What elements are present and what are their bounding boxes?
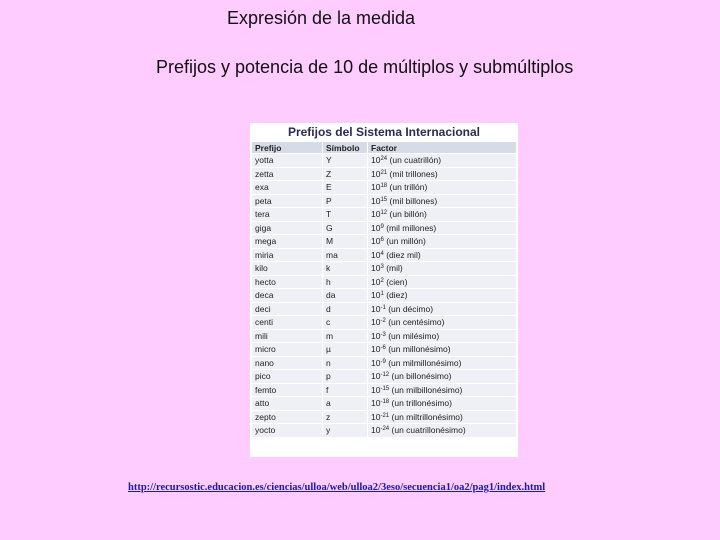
page-title-text: Expresión de la medida [226,8,416,28]
factor-base: 10 [371,317,381,328]
table-header-row [252,142,516,153]
cell-factor [368,370,516,383]
cell-factor [368,181,516,194]
cell-symbol: d [323,303,367,316]
cell-symbol: Z [323,168,367,181]
factor-exponent: -21 [380,412,390,419]
factor-base: 10 [371,371,381,382]
cell-symbol: E [323,181,367,194]
factor-description: (mil trillones) [389,168,438,179]
table-row [252,303,516,316]
cell-symbol: z [323,411,367,424]
cell-factor [368,154,516,167]
factor-base: 10 [371,384,381,395]
factor-description: (diez) [386,290,408,301]
factor-exponent: 24 [380,156,388,163]
source-link[interactable]: http://recursostic.educacion.es/ciencias/ulloa/web/ulloa2/3eso/secuencia1/oa2/pag1/index.html [128,482,546,493]
cell-prefix: miria [252,249,322,262]
cell-factor [368,397,516,410]
factor-exponent: -6 [380,345,386,352]
cell-symbol: a [323,397,367,410]
factor-base: 10 [371,168,381,179]
cell-prefix: zepto [252,411,322,424]
factor-exponent: -18 [380,399,390,406]
factor-description: (un millón) [386,236,426,247]
cell-factor [368,289,516,302]
cell-prefix: yotta [252,154,322,167]
cell-symbol: p [323,370,367,383]
factor-description: (mil billones) [389,195,438,206]
cell-factor [368,330,516,343]
factor-exponent: -9 [380,358,386,365]
factor-description: (un milmillonésimo) [388,357,462,368]
factor-base: 10 [371,411,381,422]
factor-description: (cien) [386,276,408,287]
cell-prefix: exa [252,181,322,194]
table-row [252,397,516,410]
cell-factor [368,208,516,221]
factor-exponent: -3 [380,331,386,338]
column-header-symbol: Símbolo [323,142,367,153]
cell-symbol: Y [323,154,367,167]
factor-description: (un cuatrillón) [389,155,442,166]
factor-base: 10 [371,155,381,166]
factor-description: (un décimo) [388,303,434,314]
factor-base: 10 [371,222,381,233]
cell-factor [368,411,516,424]
column-header-prefix: Prefijo [252,142,322,153]
factor-base: 10 [371,249,381,260]
table-row [252,357,516,370]
cell-factor [368,249,516,262]
factor-exponent: 15 [380,196,388,203]
factor-description: (un trillón) [389,182,428,193]
factor-description: (mil millones) [386,222,437,233]
factor-exponent: 12 [380,210,388,217]
factor-description: (un millonésimo) [388,344,451,355]
factor-description: (un billón) [389,209,427,220]
cell-symbol: M [323,235,367,248]
cell-symbol: h [323,276,367,289]
page-title [0,8,720,29]
factor-exponent: 21 [380,169,388,176]
table-row [252,262,516,275]
table-title: Prefijos del Sistema Internacional [287,125,481,139]
cell-prefix: mili [252,330,322,343]
cell-symbol: T [323,208,367,221]
cell-prefix: deca [252,289,322,302]
cell-prefix: hecto [252,276,322,289]
factor-base: 10 [371,236,381,247]
factor-description: (un miltrillonésimo) [391,411,463,422]
factor-exponent: -2 [380,318,386,325]
cell-symbol: G [323,222,367,235]
factor-base: 10 [371,344,381,355]
factor-description: (un billonésimo) [391,371,452,382]
factor-description: (un centésimo) [388,317,445,328]
cell-factor [368,235,516,248]
cell-factor [368,384,516,397]
cell-symbol: m [323,330,367,343]
cell-symbol: da [323,289,367,302]
cell-prefix: zetta [252,168,322,181]
factor-description: (un milbillonésimo) [391,384,463,395]
table-row [252,154,516,167]
table-row [252,235,516,248]
factor-exponent: 6 [380,237,384,244]
cell-factor [368,357,516,370]
cell-factor [368,222,516,235]
factor-exponent: 3 [380,264,384,271]
cell-symbol: f [323,384,367,397]
table-row [252,424,516,437]
factor-description: (un milésimo) [388,330,440,341]
cell-prefix: yocto [252,424,322,437]
factor-description: (un cuatrillonésimo) [391,425,466,436]
cell-symbol: k [323,262,367,275]
cell-prefix: atto [252,397,322,410]
table-row [252,343,516,356]
factor-base: 10 [371,263,381,274]
cell-prefix: micro [252,343,322,356]
prefix-table-panel [250,123,518,457]
cell-prefix: femto [252,384,322,397]
table-row [252,370,516,383]
factor-exponent: 1 [380,291,384,298]
factor-exponent: -15 [380,385,390,392]
factor-base: 10 [371,330,381,341]
factor-description: (un trillonésimo) [391,398,452,409]
cell-factor [368,195,516,208]
cell-prefix: nano [252,357,322,370]
cell-prefix: giga [252,222,322,235]
cell-factor [368,316,516,329]
table-row [252,411,516,424]
factor-exponent: 2 [380,277,384,284]
cell-prefix: peta [252,195,322,208]
page-subtitle: Prefijos y potencia de 10 de múltiplos y submúltiplos [156,57,574,77]
factor-description: (diez mil) [386,249,421,260]
factor-base: 10 [371,209,381,220]
table-row [252,330,516,343]
cell-factor [368,262,516,275]
factor-exponent: -24 [380,426,390,433]
factor-exponent: -1 [380,304,386,311]
table-row [252,276,516,289]
table-row [252,249,516,262]
table-body [252,154,516,437]
cell-factor [368,276,516,289]
cell-prefix: pico [252,370,322,383]
cell-prefix: deci [252,303,322,316]
cell-factor [368,168,516,181]
factor-exponent: 4 [380,250,384,257]
cell-prefix: tera [252,208,322,221]
factor-base: 10 [371,182,381,193]
column-header-factor: Factor [368,142,516,153]
factor-base: 10 [371,195,381,206]
factor-description: (mil) [386,263,403,274]
table-row [252,289,516,302]
factor-exponent: 9 [380,223,384,230]
cell-symbol: y [323,424,367,437]
cell-symbol: P [323,195,367,208]
cell-prefix: kilo [252,262,322,275]
cell-prefix: centi [252,316,322,329]
table-row [252,181,516,194]
table-row [252,384,516,397]
cell-factor [368,303,516,316]
factor-base: 10 [371,290,381,301]
factor-exponent: -12 [380,372,390,379]
table-row [252,222,516,235]
factor-base: 10 [371,276,381,287]
table-row [252,316,516,329]
cell-symbol: c [323,316,367,329]
factor-base: 10 [371,425,381,436]
factor-base: 10 [371,398,381,409]
cell-symbol: µ [323,343,367,356]
factor-base: 10 [371,303,381,314]
cell-factor [368,343,516,356]
cell-symbol: ma [323,249,367,262]
factor-exponent: 18 [380,183,388,190]
table-row [252,208,516,221]
factor-base: 10 [371,357,381,368]
cell-factor [368,424,516,437]
table-row [252,168,516,181]
prefix-table [251,141,517,438]
table-row [252,195,516,208]
cell-prefix: mega [252,235,322,248]
cell-symbol: n [323,357,367,370]
